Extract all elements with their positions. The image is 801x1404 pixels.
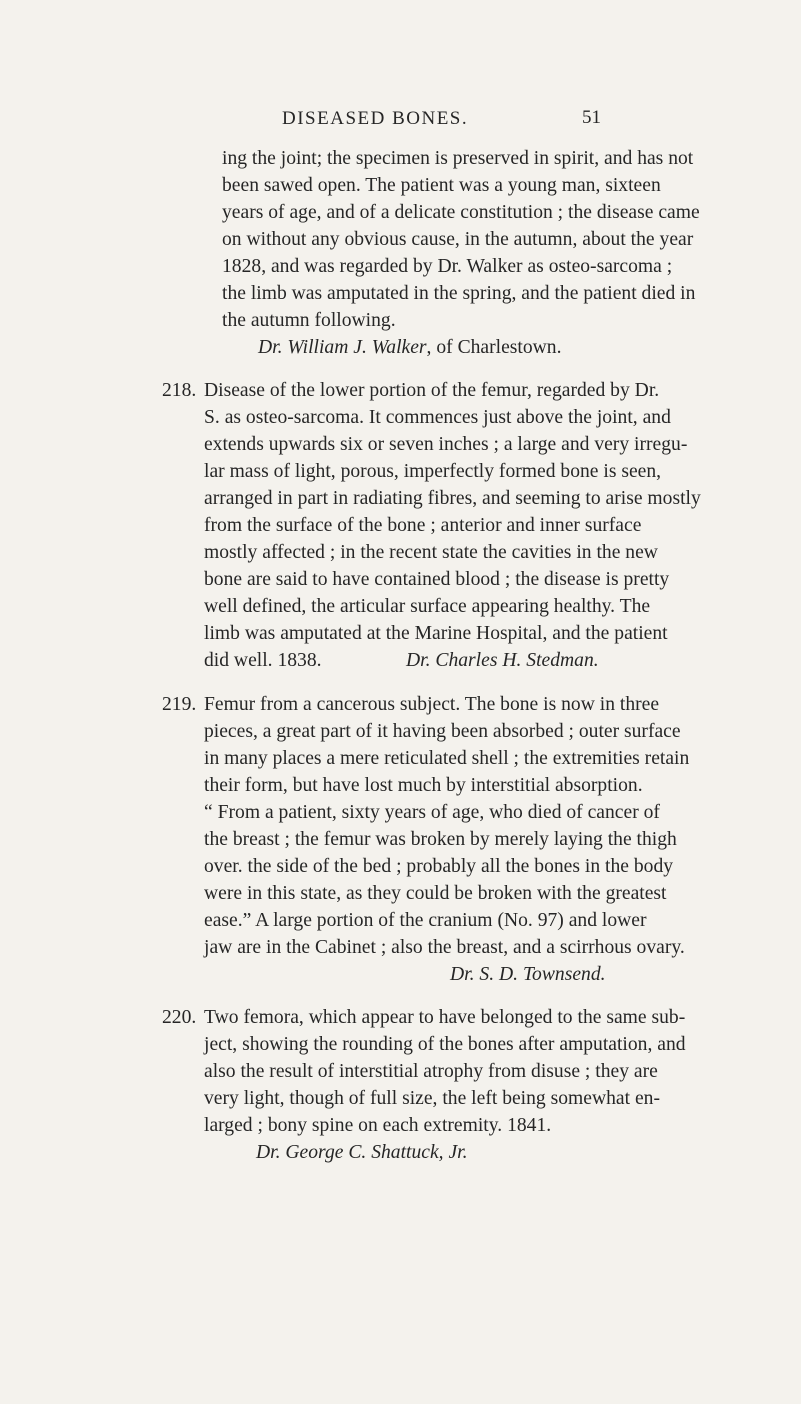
text-line: from the surface of the bone ; anterior and inner surface: [204, 515, 642, 536]
text-line: ject, showing the rounding of the bones after amputation, and: [204, 1034, 686, 1055]
text-line: jaw are in the Cabinet ; also the breast, and a scirrhous ovary.: [204, 937, 685, 958]
text-line: “ From a patient, sixty years of age, who died of cancer of: [204, 802, 660, 823]
text-line: the autumn following.: [222, 310, 396, 331]
text-line: Disease of the lower portion of the femur, regarded by Dr.: [204, 380, 660, 401]
running-title: DISEASED BONES.: [282, 108, 469, 129]
entry-number: 219.: [162, 694, 197, 715]
text-line: their form, but have lost much by interstitial absorption.: [204, 775, 643, 796]
text-line: were in this state, as they could be broken with the greatest: [204, 883, 667, 904]
text-line: ease.” A large portion of the cranium (No. 97) and lower: [204, 910, 647, 931]
text-line: been sawed open. The patient was a young man, sixteen: [222, 175, 661, 196]
page-number: 51: [582, 107, 601, 128]
text-line: bone are said to have contained blood ; the disease is pretty: [204, 569, 670, 590]
text-line: arranged in part in radiating fibres, and seeming to arise mostly: [204, 488, 701, 509]
text-line: the limb was amputated in the spring, and the patient died in: [222, 283, 696, 304]
page-header: [0, 108, 801, 138]
signature: [258, 335, 562, 361]
signature: Dr. George C. Shattuck, Jr.: [256, 1142, 468, 1163]
text-line: S. as osteo-sarcoma. It commences just above the joint, and: [204, 407, 671, 428]
text-line: years of age, and of a delicate constitution ; the disease came: [222, 202, 700, 223]
signature-suffix: , of Charlestown.: [426, 337, 562, 358]
signature: Dr. S. D. Townsend.: [450, 964, 606, 985]
signature-name: Dr. William J. Walker: [258, 337, 427, 358]
text-line: ing the joint; the specimen is preserved in spirit, and has not: [222, 148, 694, 169]
text-line: pieces, a great part of it having been absorbed ; outer surface: [204, 721, 681, 742]
text-line: Two femora, which appear to have belonged to the same sub-: [204, 1007, 686, 1028]
text-line: larged ; bony spine on each extremity. 1841.: [204, 1115, 552, 1136]
text-line: Femur from a cancerous subject. The bone is now in three: [204, 694, 660, 715]
entry-number: 218.: [162, 380, 197, 401]
text-line: in many places a mere reticulated shell ; the extremities retain: [204, 748, 690, 769]
text-line: lar mass of light, porous, imperfectly formed bone is seen,: [204, 461, 662, 482]
text-line: the breast ; the femur was broken by merely laying the thigh: [204, 829, 677, 850]
text-line: limb was amputated at the Marine Hospital, and the patient: [204, 623, 668, 644]
text-line: 1828, and was regarded by Dr. Walker as osteo-sarcoma ;: [222, 256, 673, 277]
text-line: well defined, the articular surface appearing healthy. The: [204, 596, 651, 617]
text-line: very light, though of full size, the left being somewhat en-: [204, 1088, 660, 1109]
text-line: also the result of interstitial atrophy from disuse ; they are: [204, 1061, 658, 1082]
text-line: over. the side of the bed ; probably all the bones in the body: [204, 856, 674, 877]
text-line: did well. 1838.: [204, 650, 322, 671]
text-line: extends upwards six or seven inches ; a large and very irregu-: [204, 434, 688, 455]
text-line: mostly affected ; in the recent state the cavities in the new: [204, 542, 658, 563]
entry-number: 220.: [162, 1007, 197, 1028]
text-line: on without any obvious cause, in the autumn, about the year: [222, 229, 694, 250]
signature: Dr. Charles H. Stedman.: [406, 650, 599, 671]
